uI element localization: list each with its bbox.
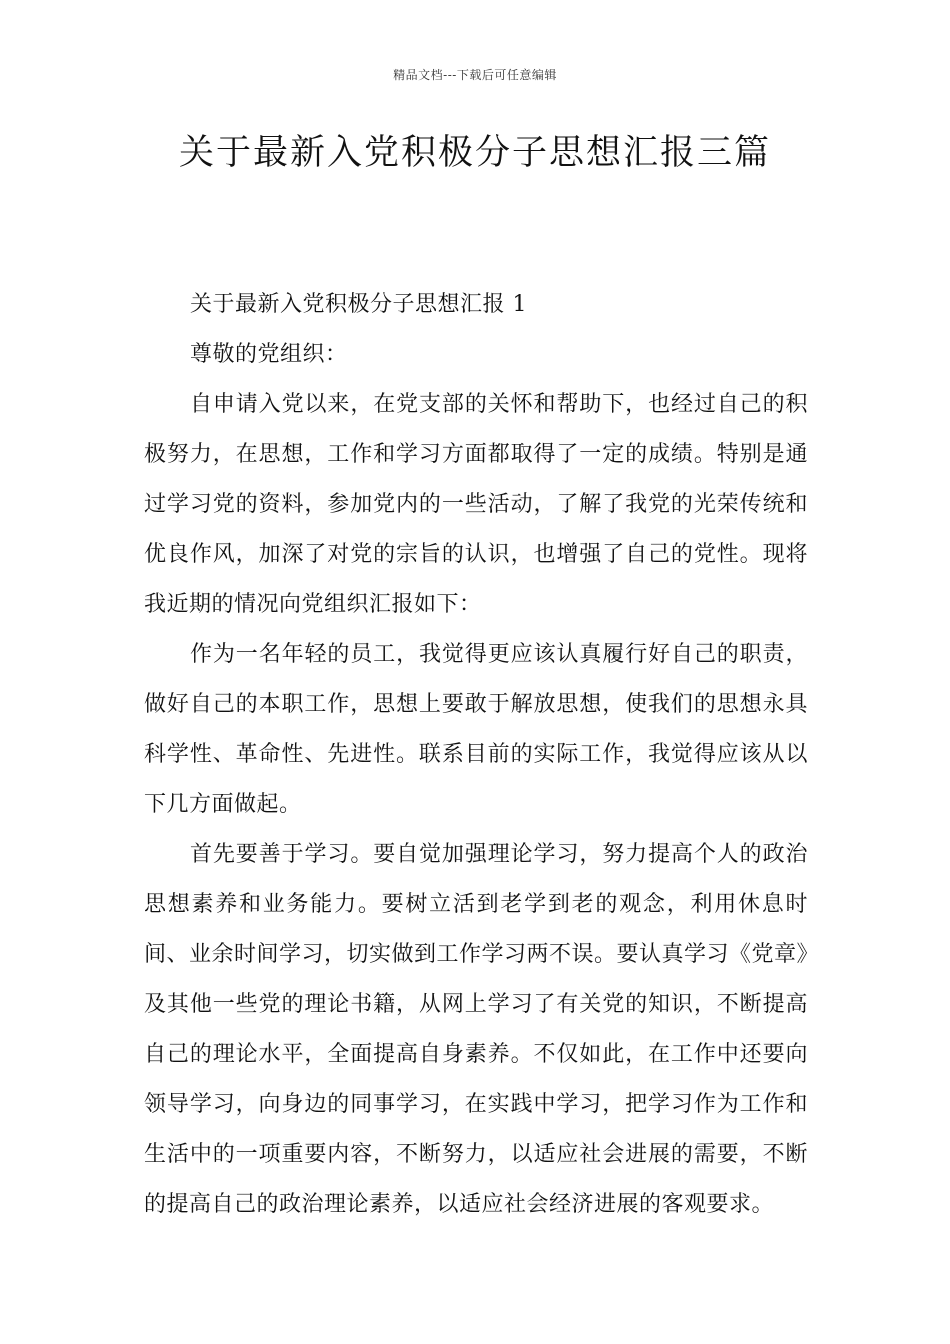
paragraph: 首先要善于学习。要自觉加强理论学习，努力提高个人的政治思想素养和业务能力。要树立活到老学到老的观念，利用休息时间、业余时间学习，切实做到工作学习两不误。要认真学习《党章》及其他一些党的理论书籍，从网上学习了有关党的知识，不断提高自己的理论水平，全面提高自身素养。不仅如此，在工作中还要向领导学习，向身边的同事学习，在实践中学习，把学习作为工作和生活中的一项重要内容，不断努力，以适应社会进展的需要，不断的提高自己的政治理论素养，以适应社会经济进展的客观要求。 <box>144 842 809 1217</box>
paragraph: 自申请入党以来，在党支部的关怀和帮助下，也经过自己的积极努力，在思想，工作和学习方面都取得了一定的成绩。特别是通过学习党的资料，参加党内的一些活动，了解了我党的光荣传统和优良作风，加深了对党的宗旨的认识，也增强了自己的党性。现将我近期的情况向党组织汇报如下： <box>144 392 808 617</box>
document-title: 关于最新入党积极分子思想汇报三篇 <box>178 133 771 173</box>
header-note: 精品文档---下载后可任意编辑 <box>393 68 557 82</box>
paragraph: 作为一名年轻的员工，我觉得更应该认真履行好自己的职责，做好自己的本职工作，思想上要敢于解放思想，使我们的思想永具科学性、革命性、先进性。联系目前的实际工作，我觉得应该从以下几方面做起。 <box>144 642 808 817</box>
subheading: 关于最新入党积极分子思想汇报 1 <box>190 292 527 317</box>
document-body <box>144 280 808 1230</box>
salutation: 尊敬的党组织： <box>190 342 348 367</box>
